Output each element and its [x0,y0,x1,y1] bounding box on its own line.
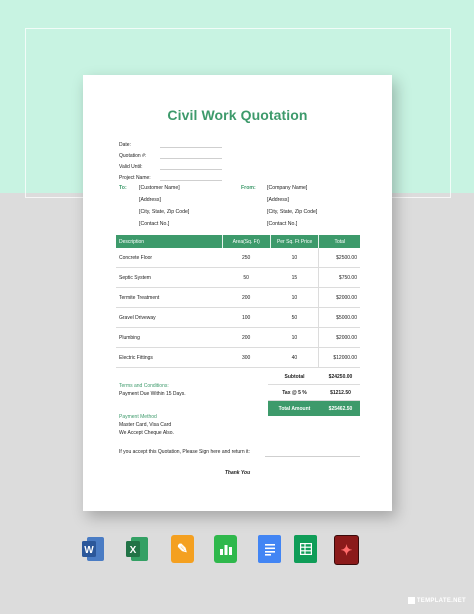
table-row [116,308,360,328]
signature-line [265,456,360,457]
date-line [160,142,222,148]
row-description: Termite Treatment [116,288,222,308]
app-icons-row [0,535,474,565]
row-area: 50 [222,268,270,288]
header-description: Description [116,235,222,248]
acceptance-text: If you accept this Quotation, Please Sign here and return it: [119,449,250,455]
row-description: Concrete Floor [116,248,222,268]
pages-icon[interactable] [171,535,194,563]
row-total: $5000.00 [319,308,360,328]
row-total: $2000.00 [319,288,360,308]
watermark [408,597,466,604]
row-area: 250 [222,248,270,268]
payment-line-2: We Accept Cheque Also. [119,430,174,436]
google-docs-icon[interactable] [258,535,281,563]
watermark-text: TEMPLATE.NET [416,598,466,604]
header-price: Per Sq. Ft Price [270,235,319,248]
valid-until-field [119,159,222,170]
numbers-bars-icon [219,542,233,556]
pdf-icon[interactable] [334,535,359,565]
row-total: $2000.00 [319,328,360,348]
google-sheets-icon[interactable] [294,535,317,563]
excel-icon-graphic [126,535,149,563]
date-label: Date: [119,142,131,148]
customer-name: [Customer Name] [139,185,180,191]
subtotal-value: $24250.00 [328,373,353,380]
header-total: Total [319,235,360,248]
summary-block [268,369,360,416]
project-name-label: Project Name: [119,175,151,181]
pdf-icon-glyph: ✦ [340,541,353,558]
excel-icon[interactable] [126,535,149,563]
terms-block [119,383,186,398]
row-price: 50 [270,308,319,328]
quotation-number-line [160,153,222,159]
row-description: Plumbing [116,328,222,348]
row-total: $750.00 [319,268,360,288]
row-total: $12000.00 [319,348,360,368]
row-price: 10 [270,328,319,348]
terms-text: Payment Due Within 15 Days. [119,390,186,397]
row-total: $2500.00 [319,248,360,268]
row-price: 10 [270,248,319,268]
row-description: Electric Fittings [116,348,222,368]
customer-city: [City, State, Zip Code] [139,209,190,215]
row-description: Septic System [116,268,222,288]
word-icon-graphic [82,535,105,563]
quotation-number-label: Quotation #: [119,153,147,159]
tax-label: Tax @ 5 % [282,389,307,396]
row-area: 300 [222,348,270,368]
valid-until-line [160,164,222,170]
row-area: 200 [222,288,270,308]
docs-lines-icon [264,542,276,556]
numbers-icon[interactable] [214,535,237,563]
table-row [116,248,360,268]
table-row [116,328,360,348]
total-amount-row [268,401,360,416]
row-area: 100 [222,308,270,328]
project-name-field [119,170,222,181]
date-field [119,137,222,148]
word-icon-glyph: W [84,545,94,556]
row-description: Gravel Driveway [116,308,222,328]
pages-icon-glyph: ✎ [177,541,188,556]
tax-value: $1212.50 [330,389,351,396]
total-amount-value: $25462.50 [328,405,353,412]
project-name-line [160,175,222,181]
row-price: 10 [270,288,319,308]
from-label: From: [241,185,256,191]
table-row [116,288,360,308]
word-icon[interactable] [82,535,105,563]
row-price: 15 [270,268,319,288]
payment-line-1: Master Card, Visa Card [119,422,172,428]
table-row [116,268,360,288]
table-header-row [116,235,360,248]
company-city: [City, State, Zip Code] [267,209,318,215]
watermark-logo-icon [408,597,415,604]
header-area: Area(Sq. Ft) [222,235,270,248]
payment-block [119,413,174,437]
quotation-document [83,75,392,511]
company-address: [Address] [267,197,289,203]
excel-icon-glyph: X [129,545,137,556]
subtotal-row [268,369,360,385]
valid-until-label: Valid Until: [119,164,143,170]
row-price: 40 [270,348,319,368]
document-title: Civil Work Quotation [167,107,308,123]
payment-heading: Payment Method [119,414,157,420]
items-table [116,235,360,368]
customer-contact: [Contact No.] [139,221,170,227]
terms-heading: Terms and Conditions: [119,383,169,389]
company-contact: [Contact No.] [267,221,298,227]
sheets-grid-icon [300,543,312,555]
thank-you-text: Thank You [224,470,251,476]
quotation-number-field [119,148,222,159]
company-name: [Company Name] [267,185,308,191]
meta-fields [119,137,222,181]
total-amount-label: Total Amount [278,405,311,412]
table-row [116,348,360,368]
row-area: 200 [222,328,270,348]
to-label: To: [119,185,127,191]
tax-row [268,385,360,401]
customer-address: [Address] [139,197,161,203]
subtotal-label: Subtotal [284,373,305,380]
